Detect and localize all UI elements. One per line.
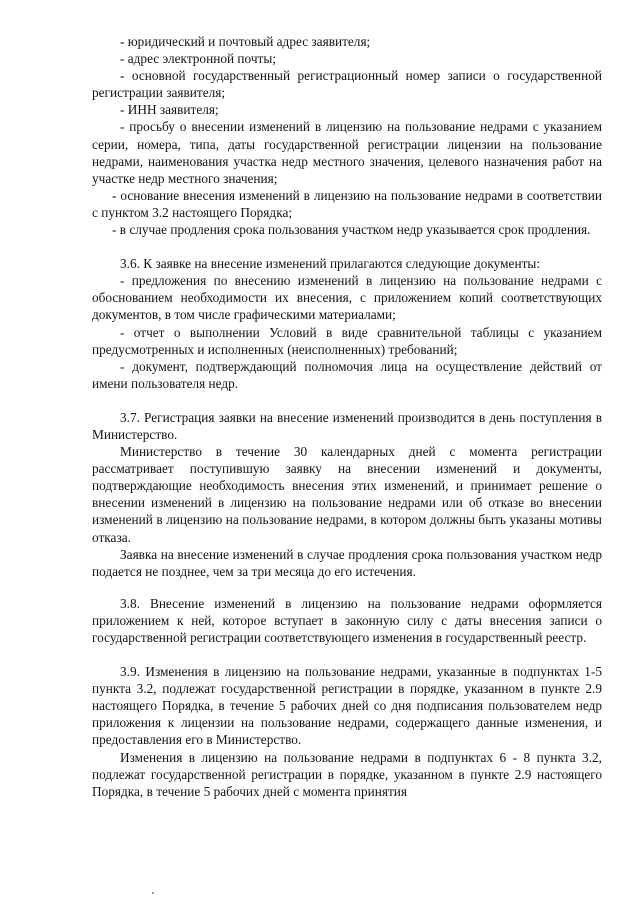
paragraph-request: - просьбу о внесении изменений в лицензию на пользование недрами с указанием серии, номера, типа, даты государственной регистрации лицензии на пользование недрами, наименования участка недр местного значения, целевого назначения работ на участке недр местного значения; (92, 119, 602, 186)
document-page (92, 33, 602, 800)
paragraph-proposals: - предложения по внесению изменений в лицензию на пользование недрами с обоснованием необходимости их внесения, с приложением копий соответствующих документов, в том числе графическими материалами; (92, 273, 602, 323)
section-3-6-heading: 3.6. К заявке на внесение изменений прилагаются следующие документы: (120, 256, 541, 272)
paragraph-extension: - в случае продления срока пользования участком недр указывается срок продления. (112, 222, 591, 238)
scan-speck (152, 892, 154, 894)
paragraph-inn: - ИНН заявителя; (120, 102, 219, 118)
section-3-7: 3.7. Регистрация заявки на внесение изменений производится в день поступления в Министерство. (92, 409, 602, 442)
paragraph-basis: - основание внесения изменений в лицензию на пользование недрами в соответствии с пунктом 3.2 настоящего Порядка; (92, 187, 602, 220)
paragraph-authority-document: - документ, подтверждающий полномочия лица на осуществление действий от имени пользователя недр. (92, 358, 602, 391)
paragraph-ogrn: - основной государственный регистрационный номер записи о государственной регистрации заявителя; (92, 68, 602, 101)
section-3-8: 3.8. Внесение изменений в лицензию на пользование недрами оформляется приложением к ней, которое вступает в законную силу с даты внесения записи о государственной регистрации соответствующего изменения в государственный реестр. (92, 595, 602, 645)
paragraph-ministry-review: Министерство в течение 30 календарных дней с момента регистрации рассматривает поступившую заявку на внесении изменений и документы, подтверждающие необходимость внесения этих изменений, и принимает решение о внесении изменений в лицензию на пользование недрами или об отказе во внесении изменений в лицензию на пользование недрами, в котором должны быть указаны мотивы отказа. (92, 444, 602, 545)
paragraph-changes-6-8: Изменения в лицензию на пользование недрами в подпунктах 6 - 8 пункта 3.2, подлежат государственной регистрации в порядке, указанном в пункте 2.9 настоящего Порядка, в течение 5 рабочих дней с момента принятия (92, 749, 602, 799)
paragraph-legal-address: - юридический и почтовый адрес заявителя; (120, 34, 371, 49)
paragraph-extension-deadline: Заявка на внесение изменений в случае продления срока пользования участком недр подается не позднее, чем за три месяца до его истечения. (92, 546, 602, 579)
paragraph-email: - адрес электронной почты; (120, 51, 276, 67)
paragraph-report: - отчет о выполнении Условий в виде сравнительной таблицы с указанием предусмотренных и исполненных (неисполненных) требований; (92, 324, 602, 357)
section-3-9: 3.9. Изменения в лицензию на пользование недрами, указанные в подпунктах 1-5 пункта 3.2, подлежат государственной регистрации в порядке, указанном в пункте 2.9 настоящего Порядка, в течение 5 рабочих дней со дня подписания пользователем недр приложения к лицензии на пользование недрами, содержащего данные изменения, и предоставления его в Министерство. (92, 664, 602, 748)
